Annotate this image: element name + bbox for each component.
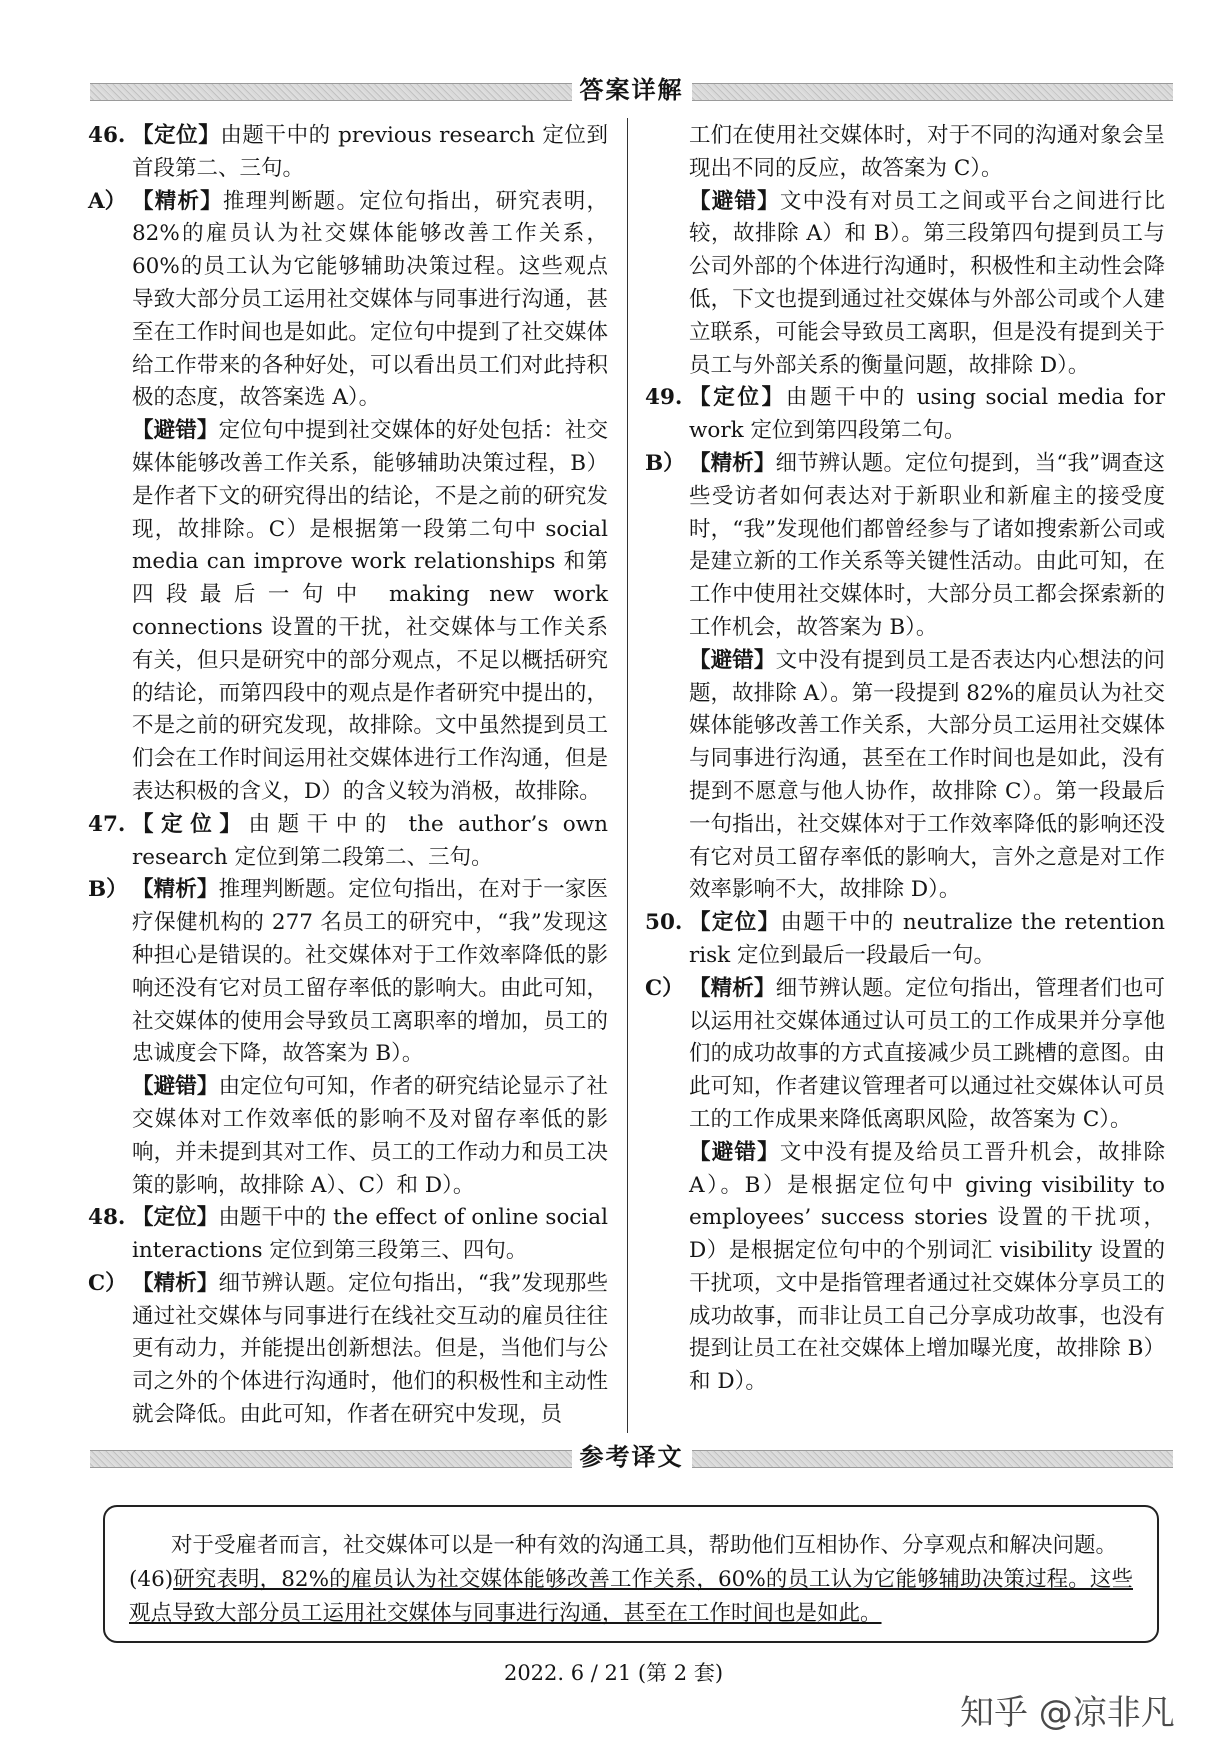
left-paragraph-7 bbox=[88, 1268, 608, 1432]
section-lead: 【精析】 bbox=[132, 1270, 219, 1296]
right-column bbox=[645, 120, 1165, 1399]
section-lead: 【避错】 bbox=[689, 188, 780, 214]
column-divider bbox=[627, 118, 628, 1433]
item-tag: 49. bbox=[645, 385, 683, 411]
paragraph-text: 由题干中的 using social media for work 定位到第四段第二句。 bbox=[689, 385, 1165, 444]
right-paragraph-6 bbox=[645, 973, 1165, 1137]
section-lead: 【精析】 bbox=[132, 877, 219, 903]
paragraph-text: 细节辨认题。定位句指出，管理者们也可以运用社交媒体通过认可员工的工作成果并分享他们的成功故事的方式直接减少员工跳槽的意图。由此可知，作者建议管理者可以通过社交媒体认可员工的工作成果来降低离职风险，故答案为 C）。 bbox=[689, 975, 1165, 1132]
left-paragraph-1 bbox=[88, 186, 608, 416]
item-tag: C） bbox=[645, 975, 684, 1001]
section-lead: 【精析】 bbox=[689, 450, 776, 476]
section-lead: 【避错】 bbox=[132, 1074, 219, 1100]
watermark: 知乎 @凉非凡 bbox=[960, 1693, 1175, 1733]
section-title-translation: 参考译文 bbox=[572, 1441, 692, 1473]
paragraph-text: 定位句中提到社交媒体的好处包括：社交媒体能够改善工作关系，能够辅助决策过程，B）是作者下文的研究得出的结论，不是之前的研究发现，故排除。C）是根据第一段第二句中 social media can improve work relationships 和第四段最后一句中 making new work connections 设置的干扰，社交媒体与工作关系有关，但只是研究中的部分观点，不足以概括研究的结论，而第四段中的观点是作者研究中提出的，不是之前的研究发现，故排除。文中虽然提到员工们会在工作时间运用社交媒体进行工作沟通，但是表达积极的含义，D）的含义较为消极，故排除。 bbox=[132, 418, 608, 804]
header-band bbox=[90, 76, 1173, 104]
paragraph-text: 推理判断题。定位句指出，在对于一家医疗保健机构的 277 名员工的研究中，“我”发现这种担心是错误的。社交媒体对于工作效率降低的影响还没有它对员工留存率低的影响大。由此可知，社交媒体的使用会导致员工离职率的增加，员工的忠诚度会下降，故答案为 B）。 bbox=[132, 877, 608, 1067]
section-lead: 【精析】 bbox=[132, 188, 223, 214]
item-tag: A） bbox=[88, 188, 127, 214]
translation-box bbox=[103, 1505, 1159, 1643]
section-lead: 【定位】 bbox=[132, 811, 249, 837]
item-tag: B） bbox=[88, 877, 128, 903]
item-tag: 46. bbox=[88, 123, 126, 148]
paragraph-text: 文中没有对员工之间或平台之间进行比较，故排除 A）和 B）。第三段第四句提到员工与公司外部的个体进行沟通时，积极性和主动性会降低，下文也提到通过社交媒体与外部公司或个人建立联系，可能会导致员工离职，但是没有提到关于员工与外部关系的衡量问题，故排除 D）。 bbox=[689, 188, 1165, 378]
left-column bbox=[88, 120, 608, 1432]
left-paragraph-0 bbox=[88, 120, 608, 186]
section-lead: 【定位】 bbox=[132, 1205, 219, 1231]
item-tag: 48. bbox=[88, 1205, 126, 1231]
item-tag: 47. bbox=[88, 811, 126, 837]
section-lead: 【精析】 bbox=[689, 975, 776, 1001]
right-paragraph-2 bbox=[645, 382, 1165, 448]
section-lead: 【避错】 bbox=[689, 1139, 780, 1165]
paragraph-text: 文中没有提及给员工晋升机会，故排除 A）。B）是根据定位句中 giving visibility to employees’ success stories 设置的干扰项，D）是根据定位句中的个别词汇 visibility 设置的干扰项，文中是指管理者通过社交媒体分享员工的成功故事，而非让员工自己分享成功故事，也没有提到让员工在社交媒体上增加曝光度，故排除 B）和 D）。 bbox=[689, 1139, 1165, 1395]
paragraph-text: 细节辨认题。定位句提到，当“我”调查这些受访者如何表达对于新职业和新雇主的接受度时，“我”发现他们都曾经参与了诸如搜索新公司或是建立新的工作关系等关键性活动。由此可知，在工作中使用社交媒体时，大部分员工都会探索新的工作机会，故答案为 B）。 bbox=[689, 450, 1165, 640]
paragraph-text: 文中没有提到员工是否表达内心想法的问题，故排除 A）。第一段提到 82%的雇员认为社交媒体能够改善工作关系，大部分员工运用社交媒体与同事进行沟通，甚至在工作时间也是如此，没有提到不愿意与他人协作，故排除 C）。第一段最后一句指出，社交媒体对于工作效率降低的影响还没有它对员工留存率低的影响大，言外之意是对工作效率影响不大，故排除 D）。 bbox=[689, 647, 1165, 903]
paragraph-text: 由题干中的 neutralize the retention risk 定位到最后一段最后一句。 bbox=[689, 910, 1165, 968]
right-paragraph-3 bbox=[645, 448, 1165, 645]
translation-paragraph bbox=[129, 1529, 1133, 1631]
paragraph-text: 由题干中的 the author’s own research 定位到第二段第二、三句。 bbox=[132, 811, 608, 870]
paragraph-text: 细节辨认题。定位句指出，“我”发现那些通过社交媒体与同事进行在线社交互动的雇员往往更有动力，并能提出创新想法。但是，当他们与公司之外的个体进行沟通时，他们的积极性和主动性就会降低。由此可知，作者在研究中发现，员 bbox=[132, 1270, 608, 1428]
left-paragraph-2 bbox=[88, 415, 608, 809]
paragraph-text: 推理判断题。定位句指出，研究表明，82%的雇员认为社交媒体能够改善工作关系，60%的员工认为它能够辅助决策过程。这些观点导致大部分员工运用社交媒体与同事进行沟通，甚至在工作时间也是如此。定位句中提到了社交媒体给工作带来的各种好处，可以看出员工们对此持积极的态度，故答案选 A）。 bbox=[132, 188, 608, 411]
right-paragraph-7 bbox=[645, 1137, 1165, 1399]
translation-line-1: 对于受雇者而言，社交媒体可以是一种有效的沟通工具，帮助他们互相协作、分享观点和解决问题。 bbox=[171, 1533, 1118, 1558]
item-tag: B） bbox=[645, 450, 685, 476]
left-paragraph-3 bbox=[88, 809, 608, 875]
right-paragraph-1 bbox=[645, 186, 1165, 383]
page-footer: 2022. 6 / 21 (第 2 套) bbox=[503, 1661, 724, 1685]
paragraph-text: 由定位句可知，作者的研究结论显示了社交媒体对工作效率低的影响不及对留存率低的影响，并未提到其对工作、员工的工作动力和员工决策的影响，故排除 A）、C）和 D）。 bbox=[132, 1074, 608, 1198]
right-paragraph-4 bbox=[645, 645, 1165, 907]
translation-question-number: (46) bbox=[129, 1567, 174, 1592]
section-lead: 【避错】 bbox=[132, 418, 219, 444]
left-paragraph-6 bbox=[88, 1202, 608, 1268]
item-tag: C） bbox=[88, 1270, 127, 1296]
section-lead: 【定位】 bbox=[689, 910, 781, 936]
item-tag: 50. bbox=[645, 910, 683, 936]
left-paragraph-5 bbox=[88, 1071, 608, 1202]
section-title-answers: 答案详解 bbox=[572, 74, 692, 106]
left-paragraph-4 bbox=[88, 874, 608, 1071]
section-lead: 【定位】 bbox=[132, 123, 221, 148]
translation-band bbox=[90, 1443, 1173, 1471]
translation-underlined-text: 研究表明，82%的雇员认为社交媒体能够改善工作关系，60%的员工认为它能够辅助决策过程。这些观点导致大部分员工运用社交媒体与同事进行沟通，甚至在工作时间也是如此。 bbox=[129, 1567, 1133, 1626]
right-paragraph-0 bbox=[645, 120, 1165, 186]
paragraph-text: 由题干中的 previous research 定位到首段第二、三句。 bbox=[132, 123, 608, 181]
paragraph-text: 工们在使用社交媒体时，对于不同的沟通对象会呈现出不同的反应，故答案为 C）。 bbox=[689, 123, 1165, 181]
paragraph-text: 由题干中的 the effect of online social interactions 定位到第三段第三、四句。 bbox=[132, 1205, 608, 1264]
right-paragraph-5 bbox=[645, 907, 1165, 973]
section-lead: 【定位】 bbox=[689, 385, 786, 411]
section-lead: 【避错】 bbox=[689, 647, 776, 673]
